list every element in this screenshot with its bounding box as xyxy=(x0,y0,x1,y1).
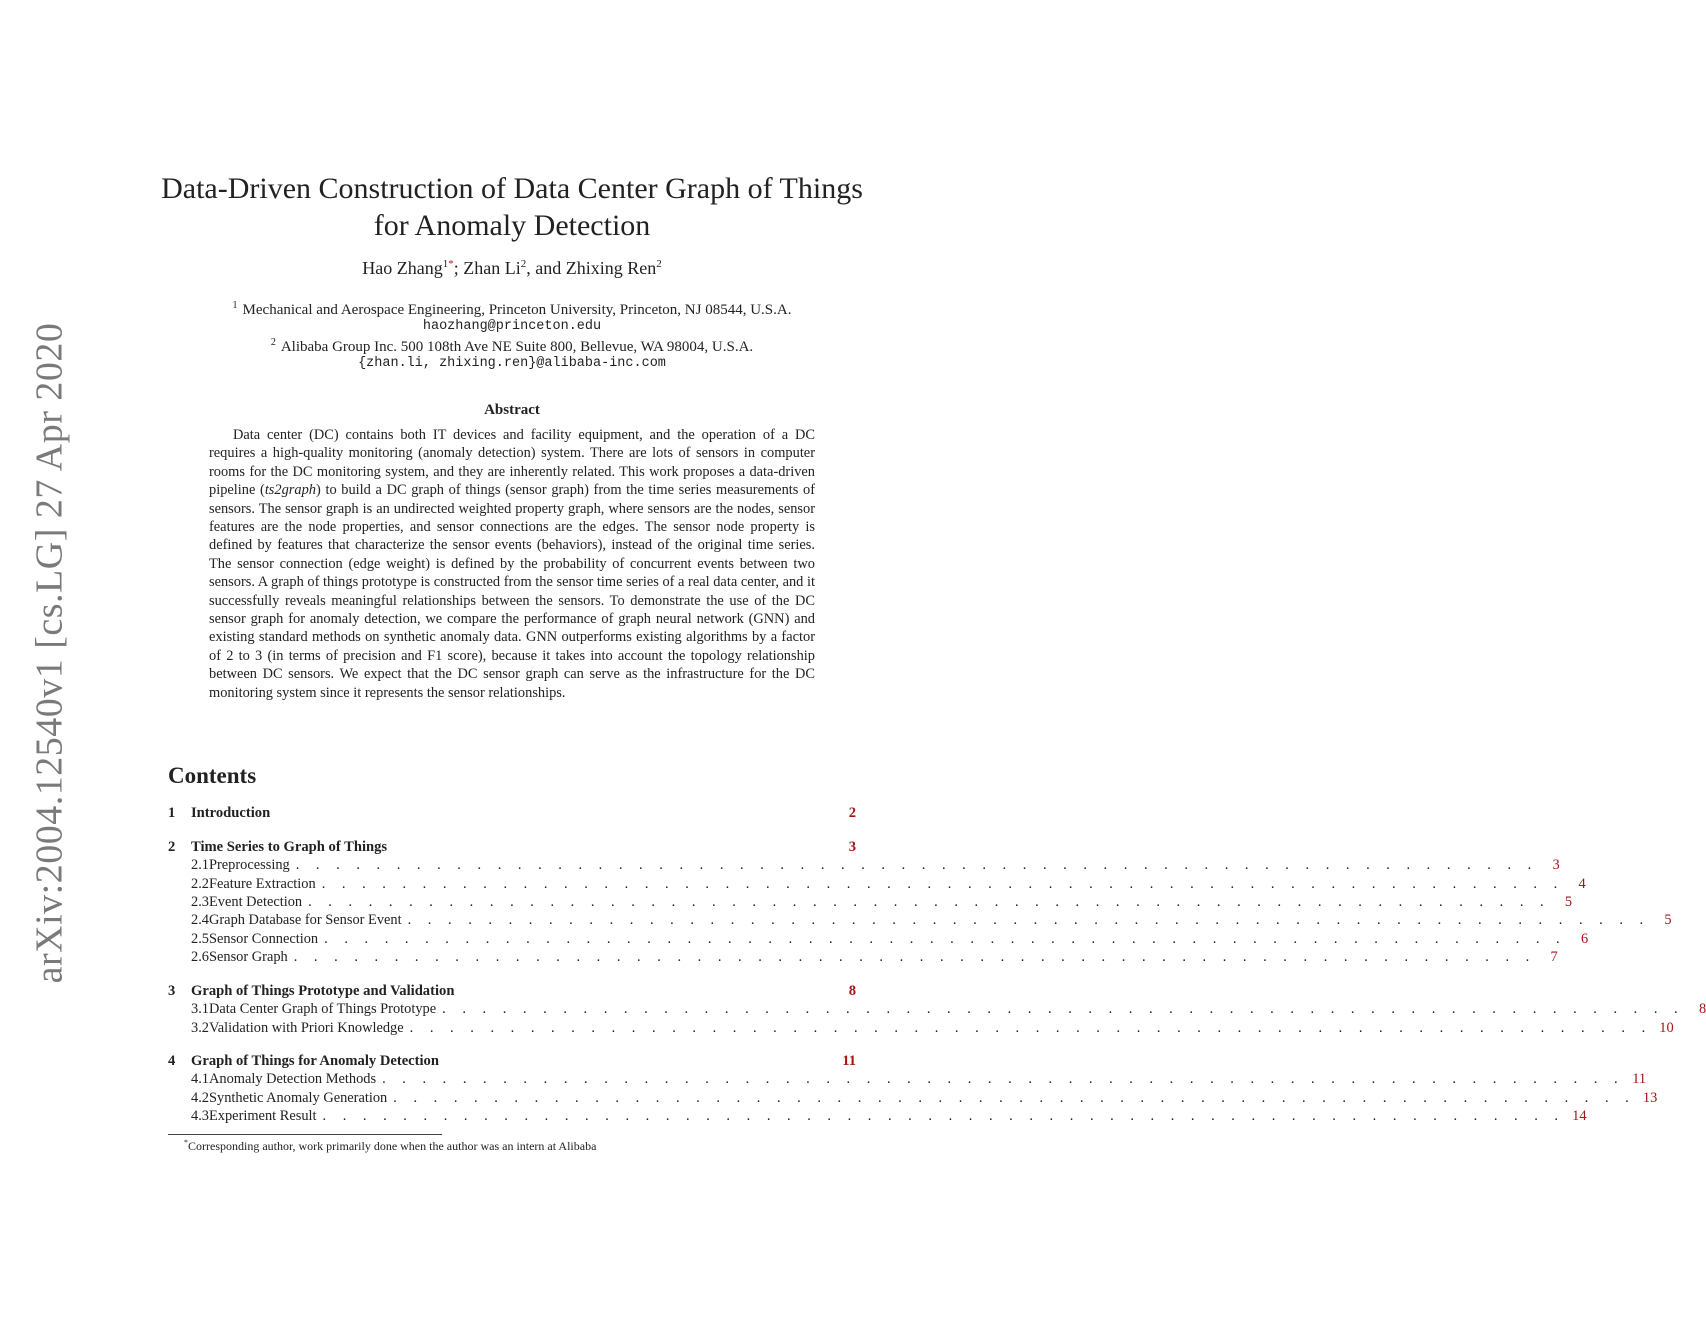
title-line-2: for Anomaly Detection xyxy=(373,209,651,242)
toc-title: Introduction xyxy=(191,805,271,821)
toc-number: 4.1 xyxy=(191,1071,209,1087)
affiliation-mark: 1 xyxy=(232,300,238,311)
toc-page-link[interactable]: 10 xyxy=(1659,1020,1674,1036)
toc-title: Event Detection xyxy=(209,894,303,910)
toc-number: 3.2 xyxy=(191,1020,209,1036)
footnote-mark: * xyxy=(184,1138,188,1147)
toc-page-link[interactable]: 8 xyxy=(1698,1001,1706,1017)
toc-entry[interactable] xyxy=(168,1108,1587,1126)
toc-title: Feature Extraction xyxy=(209,876,316,892)
toc-leader: . . . . . . . . . . . . . . . . . . . . . . . . . . . . . . . . . . . . . . . . . . . . . . . . . . . . . . . . . . . . . . xyxy=(407,912,1650,928)
abstract-body xyxy=(209,426,815,702)
arxiv-stamp xyxy=(28,322,71,983)
toc-leader: . . . . . . . . . . . . . . . . . . . . . . . . . . . . . . . . . . . . . . . . . . . . . . . . . . . . . . . . . . . . . . xyxy=(382,1071,1625,1087)
toc-title: Data Center Graph of Things Prototype xyxy=(209,1001,437,1017)
toc-entry[interactable] xyxy=(168,1020,1674,1038)
toc-title: Anomaly Detection Methods xyxy=(209,1071,377,1087)
toc-page-link[interactable]: 11 xyxy=(842,1053,856,1069)
toc-page-link[interactable]: 5 xyxy=(1564,894,1573,910)
toc-number: 2.4 xyxy=(191,912,209,928)
toc-page-link[interactable]: 7 xyxy=(1550,949,1558,965)
toc-number: 2.5 xyxy=(191,931,209,947)
toc-entry[interactable] xyxy=(168,1090,1658,1108)
toc-leader: . . . . . . . . . . . . . . . . . . . . . . . . . . . . . . . . . . . . . . . . . . . . . . . . . . . . . . . . . . . . . . xyxy=(393,1090,1636,1106)
toc-entry[interactable] xyxy=(168,1001,1706,1019)
toc-number: 4.3 xyxy=(191,1108,209,1124)
toc-entry[interactable] xyxy=(168,1071,1647,1089)
toc-title: Sensor Connection xyxy=(209,931,319,947)
toc-number: 2 xyxy=(168,839,176,855)
affiliation-email-1[interactable]: haozhang@princeton.edu xyxy=(422,319,602,334)
author-mark: 2 xyxy=(656,258,662,270)
contents-heading: Contents xyxy=(168,763,257,788)
author-separator: ; xyxy=(453,258,464,278)
affiliation-text: Mechanical and Aerospace Engineering, Princeton University, Princeton, NJ 08544, U.S.A. xyxy=(242,302,792,318)
toc-number: 2.6 xyxy=(191,949,209,965)
toc-leader: . . . . . . . . . . . . . . . . . . . . . . . . . . . . . . . . . . . . . . . . . . . . . . . . . . . . . . . . . . . . . . xyxy=(293,949,1536,965)
author-mark: 2 xyxy=(520,258,527,270)
toc-entry[interactable] xyxy=(168,1053,856,1071)
toc-entry[interactable] xyxy=(168,839,856,857)
toc-entry[interactable] xyxy=(168,931,1589,949)
author-name: Zhixing Ren xyxy=(565,258,657,278)
toc-entry[interactable] xyxy=(168,983,856,1001)
abstract-text: ) to build a DC graph of things (sensor graph) from the time series measurements of sensors. The sensor graph is an undirected weighted property graph, where sensors are the nodes, sensor features are the node properties, and sensor connections are the edges. The sensor node property is defined by features that characterize the sensor events (behaviors), instead of the original time series. The sensor connection (edge weight) is defined by the probability of concurrent events between two sensors. A graph of things prototype is constructed from the sensor time series of a real data center, and it successfully reveals meaningful relationships between the sensors. To demonstrate the use of the DC sensor graph for anomaly detection, we compare the performance of graph neural network (GNN) and existing standard methods on synthetic anomaly data. GNN outperforms existing algorithms by a factor of 2 to 3 (in terms of precision and F1 score), because it takes into account the topology relationship between DC sensors. We expect that the DC sensor graph can serve as the infrastructure for the DC monitoring system since it represents the sensor relationships. xyxy=(209,482,816,701)
toc-entry[interactable] xyxy=(168,949,1558,967)
toc-leader: . . . . . . . . . . . . . . . . . . . . . . . . . . . . . . . . . . . . . . . . . . . . . . . . . . . . . . . . . . . . . . xyxy=(308,894,1551,910)
toc-leader: . . . . . . . . . . . . . . . . . . . . . . . . . . . . . . . . . . . . . . . . . . . . . . . . . . . . . . . . . . . . . . xyxy=(322,1108,1565,1124)
toc-page-link[interactable]: 11 xyxy=(1632,1071,1647,1087)
toc-title: Preprocessing xyxy=(209,857,290,873)
toc-title: Graph Database for Sensor Event xyxy=(209,912,402,928)
toc-entry[interactable] xyxy=(168,894,1573,912)
toc-number: 2.2 xyxy=(191,876,209,892)
toc-page-link[interactable]: 2 xyxy=(848,805,856,821)
toc-page-link[interactable]: 3 xyxy=(1552,857,1560,873)
toc-number: 3 xyxy=(168,983,176,999)
affiliation-1 xyxy=(150,300,874,319)
affiliation-email-2[interactable]: {zhan.li, zhixing.ren}@alibaba-inc.com xyxy=(358,356,666,371)
toc-title: Sensor Graph xyxy=(209,949,288,965)
toc-page-link[interactable]: 4 xyxy=(1578,876,1586,892)
toc-number: 1 xyxy=(168,805,176,821)
toc-entry[interactable] xyxy=(168,876,1586,894)
author-name: Hao Zhang xyxy=(362,258,443,278)
toc-leader: . . . . . . . . . . . . . . . . . . . . . . . . . . . . . . . . . . . . . . . . . . . . . . . . . . . . . . . . . . . . . . xyxy=(321,876,1564,892)
footnote-rule xyxy=(168,1134,442,1135)
toc-page-link[interactable]: 8 xyxy=(848,983,856,999)
toc-leader: . . . . . . . . . . . . . . . . . . . . . . . . . . . . . . . . . . . . . . . . . . . . . . . . . . . . . . . . . . . . . . xyxy=(442,1001,1685,1017)
abstract-text: Data center (DC) contains both IT devices and facility equipment, and the operation of a DC requires a high-quality monitoring (anomaly detection) system. There are lots of sensors in computer rooms for the DC monitoring system, and they are inherently related. This work proposes a data-driven pipeline ( xyxy=(209,427,815,499)
toc-leader: . . . . . . . . . . . . . . . . . . . . . . . . . . . . . . . . . . . . . . . . . . . . . . . . . . . . . . . . . . . . . . xyxy=(409,1020,1652,1036)
toc-leader: . . . . . . . . . . . . . . . . . . . . . . . . . . . . . . . . . . . . . . . . . . . . . . . . . . . . . . . . . . . . . . xyxy=(295,857,1538,873)
arxiv-id: arXiv:2004.12540v1 [cs.LG] 27 Apr 2020 xyxy=(28,322,71,983)
affiliation-mark: 2 xyxy=(270,337,276,348)
toc-page-link[interactable]: 6 xyxy=(1580,931,1589,947)
toc-entry[interactable] xyxy=(168,912,1672,930)
toc-title: Experiment Result xyxy=(209,1108,317,1124)
author-separator: , and xyxy=(526,258,566,278)
affiliation-text: Alibaba Group Inc. 500 108th Ave NE Suite 800, Bellevue, WA 98004, U.S.A. xyxy=(280,339,754,355)
footnote xyxy=(184,1138,596,1154)
toc-page-link[interactable]: 3 xyxy=(848,839,856,855)
footnote-text: Corresponding author, work primarily done when the author was an intern at Alibaba xyxy=(188,1139,597,1153)
toc-page-link[interactable]: 13 xyxy=(1642,1090,1658,1106)
toc-number: 4.2 xyxy=(191,1090,209,1106)
toc-leader: . . . . . . . . . . . . . . . . . . . . . . . . . . . . . . . . . . . . . . . . . . . . . . . . . . . . . . . . . . . . . . xyxy=(324,931,1567,947)
abstract-heading: Abstract xyxy=(484,402,540,418)
toc-title: Time Series to Graph of Things xyxy=(191,839,388,855)
toc-page-link[interactable]: 5 xyxy=(1664,912,1672,928)
author-mark: 1 xyxy=(442,258,449,270)
author-name: Zhan Li xyxy=(463,258,521,278)
toc-number: 4 xyxy=(168,1053,176,1069)
title-line-1: Data-Driven Construction of Data Center Graph of Things xyxy=(161,172,863,205)
toc-number: 2.3 xyxy=(191,894,209,910)
affiliation-2 xyxy=(150,337,874,356)
toc-page-link[interactable]: 14 xyxy=(1572,1108,1587,1124)
toc-title: Validation with Priori Knowledge xyxy=(209,1020,404,1036)
toc-title: Graph of Things for Anomaly Detection xyxy=(191,1053,439,1069)
toc-entry[interactable] xyxy=(168,857,1560,875)
toc-entry[interactable] xyxy=(168,805,856,823)
author-list xyxy=(150,258,874,279)
toc-title: Graph of Things Prototype and Validation xyxy=(191,983,455,999)
toc-number: 2.1 xyxy=(191,857,209,873)
toc-title: Synthetic Anomaly Generation xyxy=(209,1090,388,1106)
abstract-emphasis: ts2graph xyxy=(264,482,316,499)
paper-title xyxy=(150,170,874,244)
toc-number: 3.1 xyxy=(191,1001,209,1017)
footnote-link[interactable]: * xyxy=(448,258,454,270)
